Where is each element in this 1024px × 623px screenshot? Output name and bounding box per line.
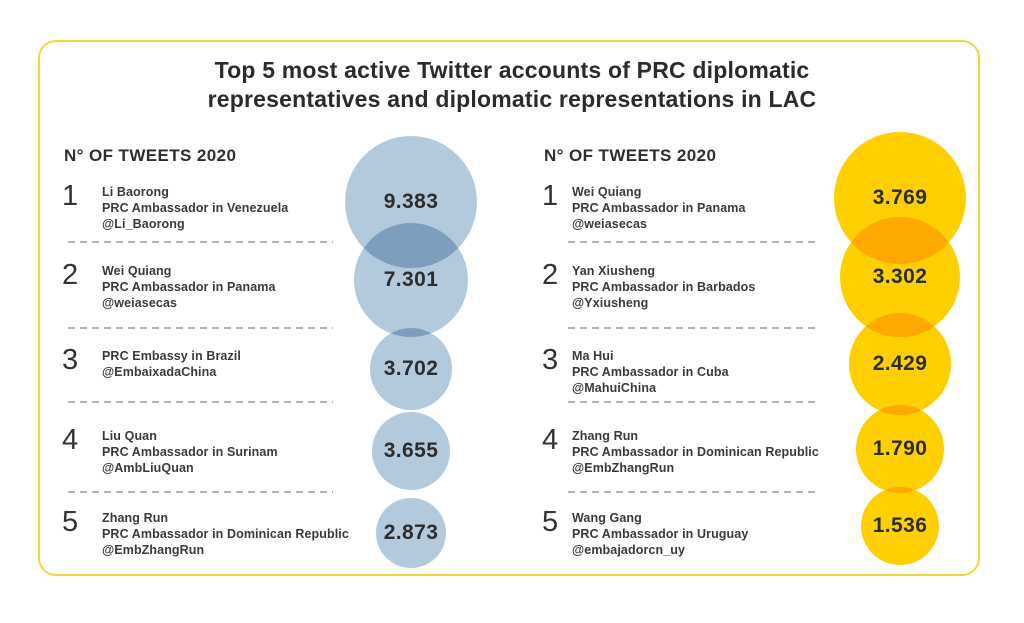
rank-number: 2 [62, 259, 79, 291]
entry-line: @Li_Baorong [102, 217, 185, 231]
entry-line: @weiasecas [572, 217, 648, 231]
entry-line: PRC Ambassador in Panama [102, 280, 276, 294]
entry-line: @Yxiusheng [572, 296, 649, 310]
bubble [861, 487, 939, 565]
entry-text [102, 428, 278, 476]
bubble-value: 7.301 [383, 268, 439, 291]
entry-text [572, 348, 729, 396]
bubble-value: 3.769 [872, 186, 928, 209]
dashed-separator [568, 401, 818, 403]
rank-number: 5 [542, 506, 559, 538]
bubble-value: 3.702 [383, 357, 439, 380]
page-title [0, 56, 1024, 114]
bubble-value: 2.873 [383, 521, 439, 544]
right-column-header: N° OF TWEETS 2020 [544, 146, 717, 165]
entry-line: Ma Hui [572, 349, 614, 363]
dashed-separator [68, 327, 333, 329]
bubble-value: 3.302 [872, 265, 928, 288]
dashed-separator [568, 491, 818, 493]
entry-text [572, 184, 746, 232]
entry-line: PRC Ambassador in Dominican Republic [102, 527, 349, 541]
entry-text [572, 263, 755, 311]
entry-line: PRC Ambassador in Barbados [572, 280, 756, 294]
entry-line: Liu Quan [102, 429, 157, 443]
rank-number: 3 [542, 344, 559, 376]
bubble [370, 328, 452, 410]
bubble-value: 2.429 [872, 352, 928, 375]
entry-line: PRC Ambassador in Uruguay [572, 527, 749, 541]
dashed-separator [68, 241, 333, 243]
entry-text [102, 184, 288, 232]
bubble [354, 223, 468, 337]
left-column-header: N° OF TWEETS 2020 [64, 146, 237, 165]
rank-number: 1 [542, 180, 559, 212]
entry-line: Yan Xiusheng [572, 264, 656, 278]
entry-text [572, 428, 819, 476]
title-line-2: representatives and diplomatic representations in LAC [207, 86, 817, 112]
entry-line: @embajadorcn_uy [572, 543, 686, 557]
bubble-value: 1.536 [872, 514, 928, 537]
entry-line: PRC Ambassador in Panama [572, 201, 746, 215]
title-line-1: Top 5 most active Twitter accounts of PRC diplomatic [214, 57, 810, 83]
bubble-value: 3.655 [383, 439, 439, 462]
entry-line: @AmbLiuQuan [102, 461, 194, 475]
entry-line: @weiasecas [102, 296, 178, 310]
dashed-separator [68, 491, 333, 493]
entry-line: PRC Embassy in Brazil [102, 349, 241, 363]
entry-line: @EmbZhangRun [572, 461, 675, 475]
rank-number: 2 [542, 259, 559, 291]
entry-line: Zhang Run [102, 511, 169, 525]
entry-line: Zhang Run [572, 429, 639, 443]
rank-number: 4 [542, 424, 559, 456]
bubble [856, 405, 944, 493]
dashed-separator [68, 401, 333, 403]
entry-line: @EmbZhangRun [102, 543, 205, 557]
rank-number: 5 [62, 506, 79, 538]
entry-text [102, 510, 349, 558]
entry-text [572, 510, 748, 558]
entry-line: PRC Ambassador in Venezuela [102, 201, 289, 215]
entry-line: PRC Ambassador in Surinam [102, 445, 278, 459]
entry-line: PRC Ambassador in Dominican Republic [572, 445, 819, 459]
dashed-separator [568, 241, 818, 243]
entry-line: @EmbaixadaChina [102, 365, 217, 379]
entry-line: @MahuiChina [572, 381, 657, 395]
rank-number: 1 [62, 180, 79, 212]
bubble-value: 9.383 [383, 190, 439, 213]
entry-text [102, 348, 241, 380]
entry-text [102, 263, 276, 311]
bubble [372, 412, 450, 490]
bubble [376, 498, 446, 568]
entry-line: Wei Quiang [102, 264, 172, 278]
bubble [849, 313, 951, 415]
bubble-value: 1.790 [872, 437, 928, 460]
entry-line: Li Baorong [102, 185, 169, 199]
entry-line: PRC Ambassador in Cuba [572, 365, 729, 379]
entry-line: Wei Quiang [572, 185, 642, 199]
dashed-separator [568, 327, 818, 329]
entry-line: Wang Gang [572, 511, 642, 525]
rank-number: 3 [62, 344, 79, 376]
rank-number: 4 [62, 424, 79, 456]
